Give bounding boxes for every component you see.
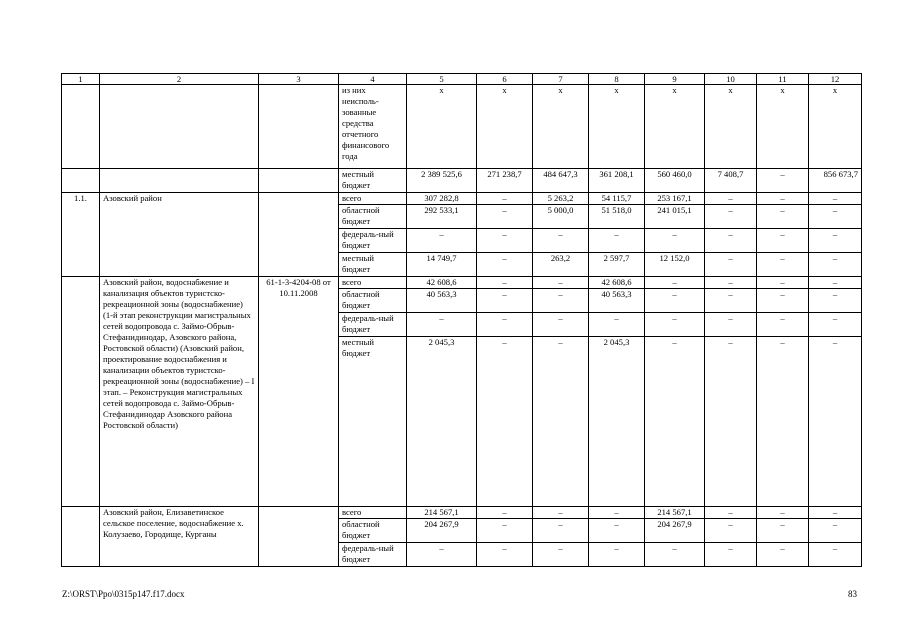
value-cell: 263,2 [533,253,589,277]
budget-source: областной бюджет [339,205,407,229]
value-cell: x [407,85,477,169]
value-cell: – [533,543,589,567]
value-cell: 14 749,7 [407,253,477,277]
value-cell: 856 673,7 [809,169,862,193]
value-cell: – [757,337,809,507]
value-cell: – [809,205,862,229]
value-cell: – [533,519,589,543]
cell [100,85,259,169]
col-header: 11 [757,74,809,85]
col-header: 3 [259,74,339,85]
value-cell: – [533,507,589,519]
value-cell: – [533,337,589,507]
cell [259,193,339,277]
value-cell: – [809,229,862,253]
value-cell: 241 015,1 [645,205,705,229]
value-cell: – [757,193,809,205]
value-cell: – [757,289,809,313]
budget-source: областной бюджет [339,289,407,313]
value-cell: 560 460,0 [645,169,705,193]
col-header: 9 [645,74,705,85]
project-description: Азовский район, водоснабжение и канализация объектов туристско-рекреационной зоны (водоснабжение) (1-й этап реконструкции магистральных сетей водопровода с. Займо-Обрыв-Стефанидинодар, Азовского района, Ростовской области) (Азовский район, проектирование водоснабжения и канализации объектов туристско-рекреационной зоны (водоснабжение) – I этап. – Реконструкция магистральных сетей водопровода с. Займо-Обрыв-Стефанидинодар Азовского района Ростовской области) [100,277,259,507]
value-cell: – [645,277,705,289]
value-cell: – [477,229,533,253]
value-cell: – [533,229,589,253]
value-cell: – [645,229,705,253]
value-cell: – [477,193,533,205]
value-cell: – [589,543,645,567]
value-cell: – [757,169,809,193]
cell [62,507,100,567]
col-header: 7 [533,74,589,85]
table-row [62,169,862,193]
file-path: Z:\ORST\Ppo\0315p147.f17.docx [62,589,185,599]
value-cell: – [757,313,809,337]
value-cell: 361 208,1 [589,169,645,193]
col-header: 5 [407,74,477,85]
value-cell: – [705,205,757,229]
value-cell: 204 267,9 [645,519,705,543]
value-cell: – [757,229,809,253]
budget-source: всего [339,193,407,205]
value-cell: x [533,85,589,169]
value-cell: – [809,277,862,289]
item-name: Азовский район [100,193,259,277]
value-cell: – [407,229,477,253]
value-cell: x [757,85,809,169]
value-cell: – [809,313,862,337]
value-cell: 2 045,3 [589,337,645,507]
col-header: 8 [589,74,645,85]
value-cell: – [705,543,757,567]
value-cell: – [809,337,862,507]
value-cell: – [533,313,589,337]
value-cell: – [645,313,705,337]
cell [259,507,339,567]
value-cell: 40 563,3 [589,289,645,313]
value-cell: x [705,85,757,169]
table-row [62,85,862,169]
value-cell: 214 567,1 [645,507,705,519]
value-cell: – [809,289,862,313]
value-cell: – [757,543,809,567]
value-cell: – [809,193,862,205]
col-header: 2 [100,74,259,85]
value-cell: x [589,85,645,169]
value-cell: – [589,229,645,253]
value-cell: x [477,85,533,169]
value-cell: 5 000,0 [533,205,589,229]
value-cell: 484 647,3 [533,169,589,193]
value-cell: x [809,85,862,169]
value-cell: 292 533,1 [407,205,477,229]
value-cell: 12 152,0 [645,253,705,277]
value-cell: 7 408,7 [705,169,757,193]
value-cell: – [477,289,533,313]
value-cell: – [645,289,705,313]
value-cell: 253 167,1 [645,193,705,205]
item-number: 1.1. [62,193,100,277]
value-cell: – [477,205,533,229]
value-cell: – [645,543,705,567]
value-cell: – [589,519,645,543]
project-description: Азовский район, Елизаветинское сельское поселение, водоснабжение х. Колузаево, Городище, Курганы [100,507,259,567]
value-cell: – [809,519,862,543]
value-cell: – [589,313,645,337]
budget-source: из них неисполь-зованные средства отчетного финансового года [339,85,407,169]
page-number: 83 [848,589,857,599]
cell [62,85,100,169]
value-cell: 51 518,0 [589,205,645,229]
value-cell: – [645,337,705,507]
cell [259,169,339,193]
budget-source: всего [339,277,407,289]
value-cell: 271 238,7 [477,169,533,193]
budget-source: местный бюджет [339,337,407,507]
value-cell: 2 045,3 [407,337,477,507]
value-cell: 5 263,2 [533,193,589,205]
value-cell: – [533,289,589,313]
value-cell: – [705,337,757,507]
value-cell: 2 597,7 [589,253,645,277]
value-cell: – [705,277,757,289]
value-cell: 42 608,6 [589,277,645,289]
value-cell: 2 389 525,6 [407,169,477,193]
value-cell: – [809,543,862,567]
value-cell: – [477,313,533,337]
value-cell: – [757,519,809,543]
value-cell: – [705,507,757,519]
col-header: 12 [809,74,862,85]
table-row [62,277,862,289]
value-cell: x [645,85,705,169]
table-row [62,507,862,519]
budget-source: местный бюджет [339,169,407,193]
value-cell: 42 608,6 [407,277,477,289]
budget-source: местный бюджет [339,253,407,277]
value-cell: – [407,543,477,567]
budget-source: федераль-ный бюджет [339,229,407,253]
col-header: 4 [339,74,407,85]
table-row [62,193,862,205]
value-cell: – [477,543,533,567]
budget-table [61,73,862,567]
value-cell: 307 282,8 [407,193,477,205]
col-header: 1 [62,74,100,85]
value-cell: – [589,507,645,519]
value-cell: – [757,277,809,289]
value-cell: – [705,519,757,543]
cell [62,169,100,193]
registration-number: 61-1-3-4204-08 от 10.11.2008 [259,277,339,507]
value-cell: – [705,253,757,277]
value-cell: – [809,507,862,519]
value-cell: – [477,337,533,507]
value-cell: – [757,253,809,277]
value-cell: – [705,229,757,253]
value-cell: – [477,253,533,277]
column-number-row [62,74,862,85]
value-cell: – [407,313,477,337]
value-cell: – [705,289,757,313]
budget-source: федераль-ный бюджет [339,543,407,567]
cell [100,169,259,193]
value-cell: – [533,277,589,289]
cell [259,85,339,169]
value-cell: 54 115,7 [589,193,645,205]
value-cell: – [757,507,809,519]
value-cell: – [705,193,757,205]
value-cell: 204 267,9 [407,519,477,543]
value-cell: 40 563,3 [407,289,477,313]
value-cell: – [477,507,533,519]
budget-source: федераль-ный бюджет [339,313,407,337]
value-cell: – [809,253,862,277]
budget-source: всего [339,507,407,519]
value-cell: – [477,519,533,543]
cell [62,277,100,507]
col-header: 6 [477,74,533,85]
value-cell: – [757,205,809,229]
value-cell: 214 567,1 [407,507,477,519]
value-cell: – [705,313,757,337]
col-header: 10 [705,74,757,85]
value-cell: – [477,277,533,289]
budget-source: областной бюджет [339,519,407,543]
